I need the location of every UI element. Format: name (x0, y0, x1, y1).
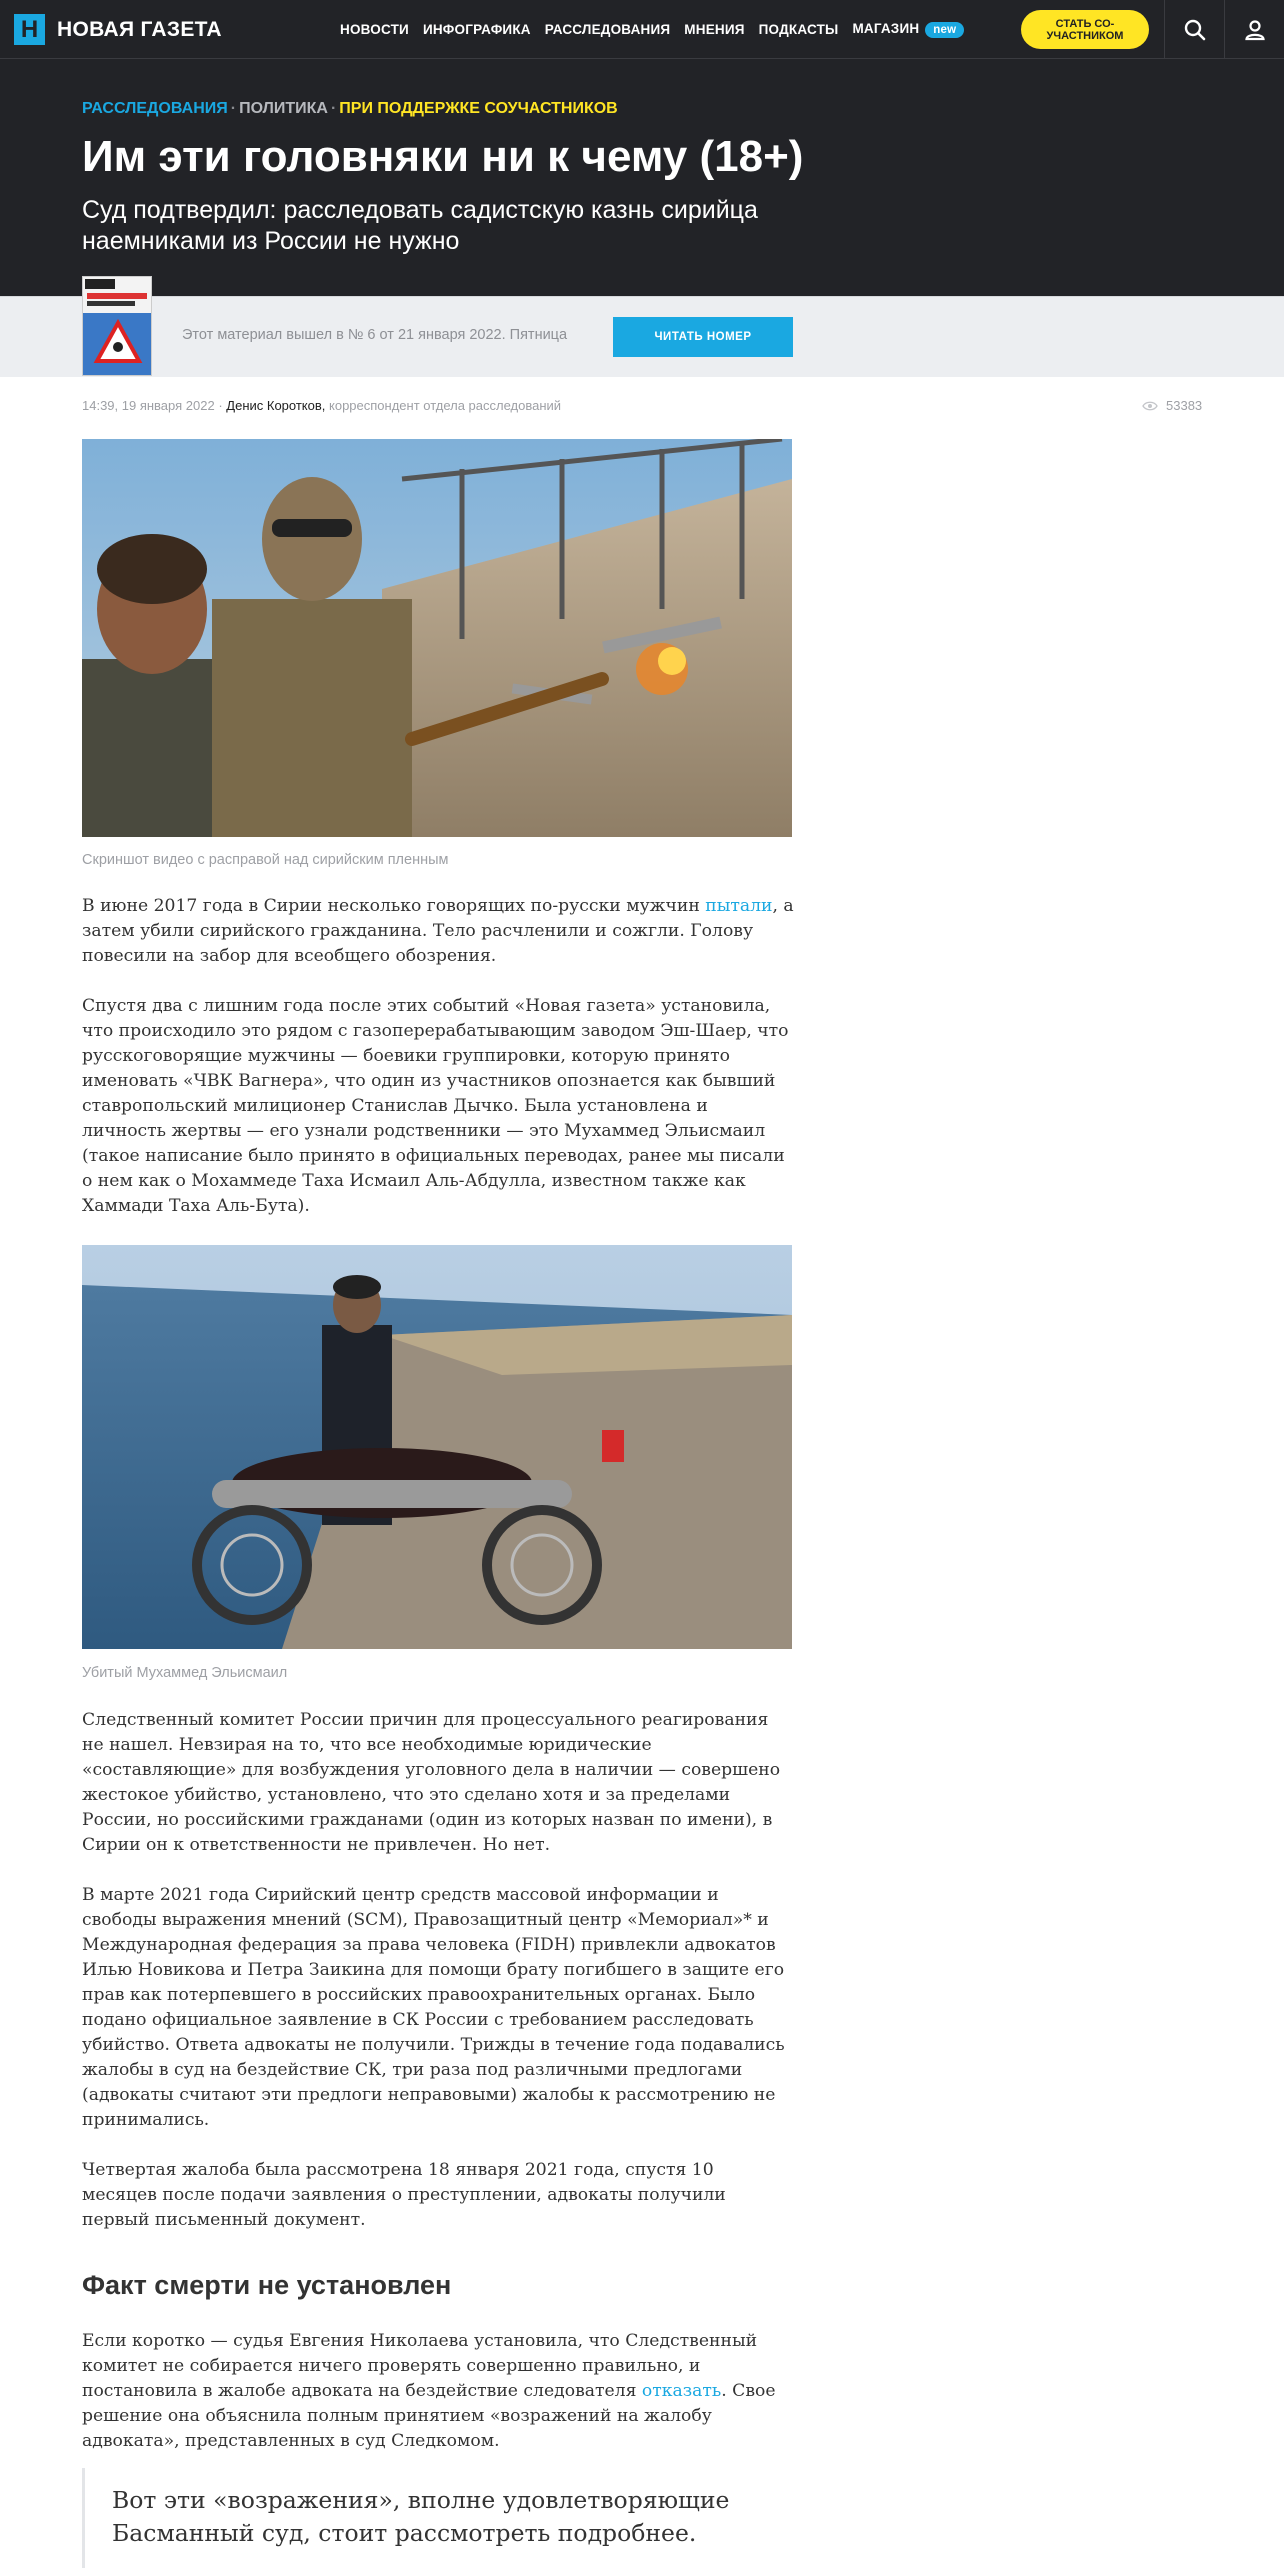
issue-cover-thumbnail[interactable] (82, 276, 152, 376)
paragraph-3: Следственный комитет России причин для процессуального реагирования не нашел. Невзирая на то, что все необходимые юридические «составляющие» для возбуждения уголовного дела в наличии — совершено жестокое убийство, установлено, что это сделано хотя и за пределами России, но российскими гражданами (один из которых назван по имени), в Сирии он к ответственности не привлечен. Но нет. (82, 1710, 781, 1855)
photo-caption-2: Убитый Мухаммед Эльисмаил (82, 1665, 288, 1681)
rubric-separator: · (230, 100, 237, 117)
rubric-separator: · (330, 100, 337, 117)
views-count: 53383 (1166, 398, 1203, 413)
search-button[interactable] (1164, 0, 1224, 59)
rubric-politics[interactable]: ПОЛИТИКА (239, 100, 328, 117)
nav-opinions[interactable]: МНЕНИЯ (684, 22, 745, 37)
print-issue-band (0, 296, 1284, 377)
rubrics (82, 100, 618, 118)
issue-note: Этот материал вышел в № 6 от 21 января 2022. Пятница (182, 327, 568, 343)
refuse-link[interactable]: отказать (641, 2381, 722, 2401)
eye-icon (1142, 401, 1158, 411)
logo-mark: Н (14, 14, 45, 45)
author-name[interactable]: Денис Коротков, (226, 398, 326, 413)
paragraph-2: Спустя два с лишним года после этих событий «Новая газета» установила, что происходило это рядом с газоперерабатывающим заводом Эш-Шаер, что русскоговорящие мужчины — боевики группировки, которую принято именовать «ЧВК Вагнера», что один из участников опознается как бывший ставропольский милиционер Станислав Дычко. Была установлена и личность жертвы — его узнали родственники — это Мухаммед Эльисмаил (такое написание было принято в официальных переводах, ранее мы писали о нем как о Мохаммеде Таха Исмаил Аль-Абдулла, известном также как Хаммади Таха Аль-Бута). (82, 996, 789, 1216)
main-nav (340, 0, 964, 59)
tortured-link[interactable]: пытали (705, 896, 773, 916)
article-meta (82, 398, 561, 413)
become-participant-button[interactable]: СТАТЬ СО-УЧАСТНИКОМ (1021, 10, 1149, 49)
photo-caption-1: Скриншот видео с расправой над сирийским пленным (82, 852, 449, 868)
article-photo-1 (82, 439, 792, 837)
nav-infographics[interactable]: ИНФОГРАФИКА (422, 22, 531, 37)
paragraph-5: Четвертая жалоба была рассмотрена 18 января 2021 года, спустя 10 месяцев после подачи заявления о преступлении, адвокаты получили первый письменный документ. (82, 2160, 726, 2230)
article-title: Им эти головняки ни к чему (18+) (82, 132, 804, 181)
nav-news[interactable]: НОВОСТИ (340, 22, 409, 37)
paragraph-1-text-b: , а затем убили сирийского гражданина. Тело расчленили и сожгли. Голову повесили на забор для всеобщего обозрения. (82, 896, 794, 966)
article-hero (0, 59, 1284, 296)
site-logo[interactable] (14, 14, 222, 45)
new-badge: new (925, 22, 964, 38)
rubric-supported[interactable]: ПРИ ПОДДЕРЖКЕ СОУЧАСТНИКОВ (339, 100, 618, 117)
nav-podcasts[interactable]: ПОДКАСТЫ (758, 22, 839, 37)
paragraph-6-text-b: . Свое решение она объяснила полным принятием «возражений на жалобу адвоката», представленных в суд Следкомом. (82, 2381, 776, 2451)
logo-text: НОВАЯ ГАЗЕТА (57, 17, 222, 41)
paragraph-1-text-a: В июне 2017 года в Сирии несколько говорящих по-русски мужчин (82, 896, 706, 916)
paragraph-1 (82, 894, 794, 969)
rubric-investigations[interactable]: РАССЛЕДОВАНИЯ (82, 100, 228, 117)
views-counter (1142, 398, 1202, 413)
user-icon (1244, 19, 1266, 41)
section-heading: Факт смерти не установлен (82, 2270, 452, 2300)
nav-investigations[interactable]: РАССЛЕДОВАНИЯ (544, 22, 671, 37)
paragraph-6 (82, 2329, 794, 2454)
meta-separator: · (218, 398, 227, 413)
article-subtitle: Суд подтвердил: расследовать садистскую казнь сирийца наемниками из России не нужно (82, 196, 758, 255)
publish-datetime: 14:39, 19 января 2022 (82, 398, 215, 413)
paragraph-4: В марте 2021 года Сирийский центр средств массовой информации и свободы выражения мнений (SCM), Правозащитный центр «Мемориал»* и Международная федерация за права человека (FIDH) привлекли адвокатов Илью Новикова и Петра Заикина для помощи брату погибшего в защите его прав как потерпевшего в российских правоохранительных органах. Было подано официальное заявление в СК России с требованием расследовать убийство. Ответа адвокаты не получили. Трижды в течение года подавались жалобы в суд на бездействие СК, три раза под различными предлогами (адвокаты считают эти предлоги неправовыми) жалобы к рассмотрению не принимались. (82, 1885, 785, 2130)
pull-quote: Вот эти «возражения», вполне удовлетворяющие Басманный суд, стоит рассмотреть подробнее. (82, 2468, 794, 2568)
nav-shop[interactable] (852, 21, 964, 38)
search-icon (1184, 19, 1206, 41)
top-navigation-bar (0, 0, 1284, 59)
account-button[interactable] (1224, 0, 1284, 59)
paragraph-6-text-a: Если коротко — судья Евгения Николаева установила, что Следственный комитет не собирается ничего проверять совершенно правильно, и постановила в жалобе адвоката на бездействие следователя (82, 2331, 758, 2401)
nav-shop-label: МАГАЗИН (852, 21, 920, 36)
author-role: корреспондент отдела расследований (329, 398, 562, 413)
read-issue-button[interactable]: ЧИТАТЬ НОМЕР (613, 317, 793, 357)
article-photo-2 (82, 1245, 792, 1649)
